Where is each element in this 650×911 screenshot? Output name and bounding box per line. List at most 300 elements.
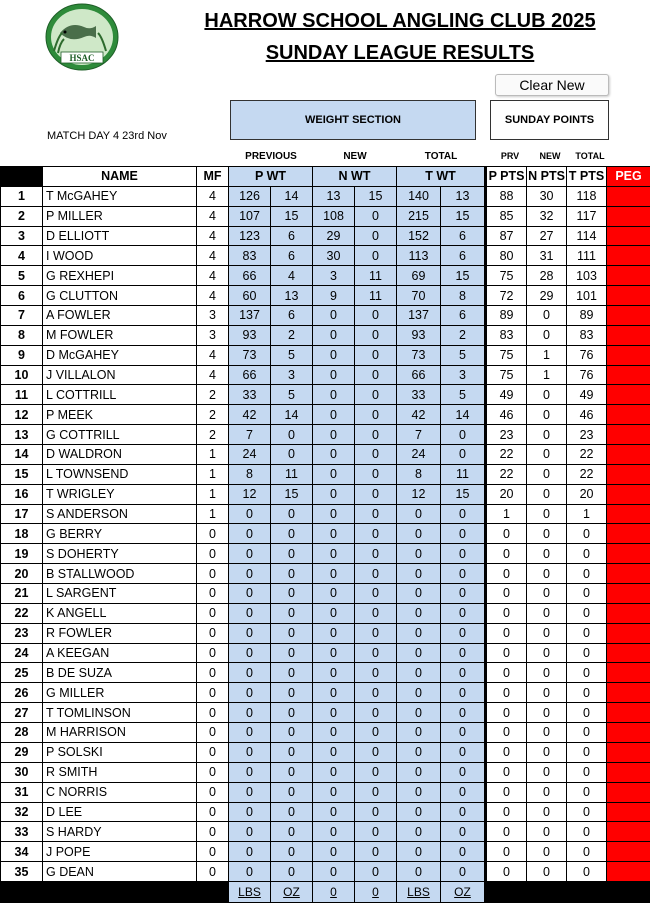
t-pts-cell: 0 xyxy=(567,623,607,643)
table-row xyxy=(1,325,650,345)
n-lbs-cell: 0 xyxy=(313,762,355,782)
t-lbs-cell: 152 xyxy=(397,226,441,246)
pos-cell: 12 xyxy=(1,405,43,425)
n-pts-cell: 27 xyxy=(527,226,567,246)
table-row xyxy=(1,425,650,445)
t-oz-cell: 0 xyxy=(441,623,485,643)
p-pts-cell: 0 xyxy=(487,683,527,703)
t-lbs-cell: 0 xyxy=(397,544,441,564)
p-lbs-cell: 0 xyxy=(229,544,271,564)
p-oz-cell: 6 xyxy=(271,226,313,246)
mf-cell: 0 xyxy=(197,742,229,762)
p-oz-cell: 0 xyxy=(271,564,313,584)
p-lbs-cell: 0 xyxy=(229,524,271,544)
footer-p-lbs: LBS xyxy=(229,881,271,902)
peg-cell xyxy=(607,186,650,206)
t-oz-cell: 15 xyxy=(441,266,485,286)
pos-cell: 3 xyxy=(1,226,43,246)
pos-cell: 15 xyxy=(1,464,43,484)
mf-cell: 1 xyxy=(197,484,229,504)
peg-cell xyxy=(607,464,650,484)
n-pts-cell: 0 xyxy=(527,643,567,663)
pos-cell: 1 xyxy=(1,186,43,206)
pos-header xyxy=(1,167,43,187)
t-pts-cell: 23 xyxy=(567,425,607,445)
t-oz-cell: 0 xyxy=(441,445,485,465)
mf-cell: 0 xyxy=(197,723,229,743)
p-pts-cell: 0 xyxy=(487,603,527,623)
p-lbs-cell: 0 xyxy=(229,802,271,822)
table-row xyxy=(1,385,650,405)
n-oz-cell: 0 xyxy=(355,325,397,345)
n-lbs-cell: 0 xyxy=(313,425,355,445)
n-lbs-cell: 0 xyxy=(313,385,355,405)
mf-cell: 0 xyxy=(197,663,229,683)
n-pts-cell: 1 xyxy=(527,365,567,385)
p-lbs-cell: 0 xyxy=(229,862,271,882)
n-lbs-cell: 0 xyxy=(313,742,355,762)
p-oz-cell: 15 xyxy=(271,484,313,504)
p-oz-cell: 0 xyxy=(271,524,313,544)
t-lbs-cell: 0 xyxy=(397,524,441,544)
n-pts-cell: 0 xyxy=(527,703,567,723)
n-lbs-cell: 0 xyxy=(313,862,355,882)
peg-cell xyxy=(607,584,650,604)
table-row xyxy=(1,782,650,802)
p-lbs-cell: 0 xyxy=(229,623,271,643)
footer-p-oz: OZ xyxy=(271,881,313,902)
t-oz-cell: 0 xyxy=(441,723,485,743)
pos-cell: 22 xyxy=(1,603,43,623)
n-oz-cell: 0 xyxy=(355,723,397,743)
n-lbs-cell: 0 xyxy=(313,782,355,802)
pos-cell: 14 xyxy=(1,445,43,465)
p-oz-cell: 3 xyxy=(271,365,313,385)
pos-cell: 18 xyxy=(1,524,43,544)
p-lbs-cell: 93 xyxy=(229,325,271,345)
p-oz-cell: 0 xyxy=(271,842,313,862)
p-lbs-cell: 0 xyxy=(229,842,271,862)
footer-t-oz: OZ xyxy=(441,881,485,902)
n-oz-cell: 0 xyxy=(355,504,397,524)
p-oz-cell: 5 xyxy=(271,385,313,405)
n-lbs-cell: 9 xyxy=(313,286,355,306)
pos-cell: 13 xyxy=(1,425,43,445)
table-row xyxy=(1,484,650,504)
mf-cell: 0 xyxy=(197,822,229,842)
mf-cell: 0 xyxy=(197,524,229,544)
mf-cell: 0 xyxy=(197,623,229,643)
name-cell: K ANGELL xyxy=(43,603,197,623)
mf-cell: 4 xyxy=(197,345,229,365)
n-pts-cell: 0 xyxy=(527,584,567,604)
p-pts-cell: 0 xyxy=(487,782,527,802)
mf-header: MF xyxy=(197,167,229,187)
table-row xyxy=(1,544,650,564)
table-row xyxy=(1,643,650,663)
n-pts-cell: 0 xyxy=(527,325,567,345)
t-lbs-cell: 0 xyxy=(397,683,441,703)
peg-cell xyxy=(607,226,650,246)
p-lbs-cell: 7 xyxy=(229,425,271,445)
peg-cell xyxy=(607,286,650,306)
t-pts-cell: 118 xyxy=(567,186,607,206)
pos-cell: 6 xyxy=(1,286,43,306)
t-oz-cell: 0 xyxy=(441,425,485,445)
n-lbs-cell: 30 xyxy=(313,246,355,266)
p-oz-cell: 15 xyxy=(271,206,313,226)
p-pts-cell: 83 xyxy=(487,325,527,345)
p-pts-cell: 1 xyxy=(487,504,527,524)
mf-cell: 0 xyxy=(197,643,229,663)
n-pts-cell: 0 xyxy=(527,623,567,643)
name-header: NAME xyxy=(43,167,197,187)
t-oz-cell: 0 xyxy=(441,782,485,802)
pos-cell: 35 xyxy=(1,862,43,882)
t-oz-cell: 0 xyxy=(441,504,485,524)
n-lbs-cell: 0 xyxy=(313,802,355,822)
name-cell: S ANDERSON xyxy=(43,504,197,524)
n-oz-cell: 0 xyxy=(355,306,397,326)
p-oz-cell: 0 xyxy=(271,445,313,465)
mf-cell: 0 xyxy=(197,584,229,604)
mf-cell: 4 xyxy=(197,365,229,385)
pos-cell: 27 xyxy=(1,703,43,723)
p-pts-cell: 22 xyxy=(487,445,527,465)
t-lbs-cell: 0 xyxy=(397,782,441,802)
n-lbs-cell: 0 xyxy=(313,842,355,862)
pos-cell: 9 xyxy=(1,345,43,365)
p-pts-cell: 0 xyxy=(487,723,527,743)
n-pts-cell: 0 xyxy=(527,484,567,504)
n-oz-cell: 0 xyxy=(355,524,397,544)
p-lbs-cell: 0 xyxy=(229,564,271,584)
p-oz-cell: 0 xyxy=(271,623,313,643)
footer-n-lbs: 0 xyxy=(313,881,355,902)
t-oz-cell: 14 xyxy=(441,405,485,425)
peg-cell xyxy=(607,385,650,405)
t-lbs-cell: 93 xyxy=(397,325,441,345)
n-oz-cell: 15 xyxy=(355,186,397,206)
n-oz-cell: 0 xyxy=(355,683,397,703)
p-oz-cell: 0 xyxy=(271,703,313,723)
p-pts-cell: 87 xyxy=(487,226,527,246)
p-oz-cell: 0 xyxy=(271,663,313,683)
name-cell: C NORRIS xyxy=(43,782,197,802)
table-row xyxy=(1,464,650,484)
p-lbs-cell: 83 xyxy=(229,246,271,266)
peg-cell xyxy=(607,365,650,385)
name-cell: S DOHERTY xyxy=(43,544,197,564)
p-lbs-cell: 123 xyxy=(229,226,271,246)
pos-cell: 21 xyxy=(1,584,43,604)
t-oz-cell: 0 xyxy=(441,822,485,842)
p-oz-cell: 0 xyxy=(271,802,313,822)
mf-cell: 0 xyxy=(197,762,229,782)
n-oz-cell: 0 xyxy=(355,703,397,723)
name-cell: G BERRY xyxy=(43,524,197,544)
p-lbs-cell: 73 xyxy=(229,345,271,365)
t-oz-cell: 5 xyxy=(441,345,485,365)
footer-black-right xyxy=(485,881,650,902)
t-oz-cell: 0 xyxy=(441,802,485,822)
p-pts-cell: 0 xyxy=(487,822,527,842)
mf-cell: 4 xyxy=(197,286,229,306)
t-pts-cell: 76 xyxy=(567,365,607,385)
n-oz-cell: 0 xyxy=(355,584,397,604)
pos-cell: 33 xyxy=(1,822,43,842)
t-pts-cell: 0 xyxy=(567,822,607,842)
n-oz-cell: 0 xyxy=(355,226,397,246)
t-lbs-cell: 137 xyxy=(397,306,441,326)
group-label-previous: PREVIOUS xyxy=(245,151,297,162)
n-pts-cell: 0 xyxy=(527,723,567,743)
p-oz-cell: 14 xyxy=(271,186,313,206)
n-pts-cell: 0 xyxy=(527,464,567,484)
p-oz-cell: 0 xyxy=(271,762,313,782)
p-oz-cell: 4 xyxy=(271,266,313,286)
t-lbs-cell: 70 xyxy=(397,286,441,306)
peg-cell xyxy=(607,266,650,286)
p-lbs-cell: 0 xyxy=(229,584,271,604)
t-oz-cell: 0 xyxy=(441,544,485,564)
t-pts-cell: 22 xyxy=(567,445,607,465)
t-oz-cell: 6 xyxy=(441,226,485,246)
n-lbs-cell: 0 xyxy=(313,663,355,683)
peg-cell xyxy=(607,325,650,345)
p-oz-cell: 13 xyxy=(271,286,313,306)
p-lbs-cell: 0 xyxy=(229,663,271,683)
pos-cell: 11 xyxy=(1,385,43,405)
peg-cell xyxy=(607,504,650,524)
p-lbs-cell: 126 xyxy=(229,186,271,206)
n-lbs-cell: 0 xyxy=(313,703,355,723)
table-row xyxy=(1,345,650,365)
mf-cell: 4 xyxy=(197,266,229,286)
mf-cell: 0 xyxy=(197,862,229,882)
name-cell: D LEE xyxy=(43,802,197,822)
table-row xyxy=(1,445,650,465)
n-lbs-cell: 0 xyxy=(313,524,355,544)
p-lbs-cell: 0 xyxy=(229,762,271,782)
t-oz-cell: 3 xyxy=(441,365,485,385)
pos-cell: 4 xyxy=(1,246,43,266)
pos-cell: 32 xyxy=(1,802,43,822)
peg-cell xyxy=(607,623,650,643)
t-pts-cell: 0 xyxy=(567,842,607,862)
pos-cell: 8 xyxy=(1,325,43,345)
table-row xyxy=(1,504,650,524)
n-oz-cell: 0 xyxy=(355,484,397,504)
peg-cell xyxy=(607,405,650,425)
name-cell: B STALLWOOD xyxy=(43,564,197,584)
p-oz-cell: 0 xyxy=(271,504,313,524)
p-lbs-cell: 0 xyxy=(229,742,271,762)
p-oz-cell: 0 xyxy=(271,603,313,623)
club-logo-icon xyxy=(44,3,120,73)
pos-cell: 16 xyxy=(1,484,43,504)
clear-new-button[interactable]: Clear New xyxy=(495,74,609,96)
n-oz-cell: 0 xyxy=(355,742,397,762)
mf-cell: 0 xyxy=(197,842,229,862)
table-row xyxy=(1,584,650,604)
p-lbs-cell: 0 xyxy=(229,782,271,802)
t-pts-cell: 114 xyxy=(567,226,607,246)
footer-black-cell xyxy=(1,881,229,902)
n-pts-cell: 0 xyxy=(527,762,567,782)
p-pts-cell: 0 xyxy=(487,862,527,882)
t-pts-cell: 0 xyxy=(567,782,607,802)
mf-cell: 0 xyxy=(197,802,229,822)
t-pts-cell: 76 xyxy=(567,345,607,365)
p-pts-cell: 49 xyxy=(487,385,527,405)
n-oz-cell: 0 xyxy=(355,862,397,882)
n-lbs-cell: 0 xyxy=(313,345,355,365)
n-oz-cell: 0 xyxy=(355,663,397,683)
t-lbs-cell: 7 xyxy=(397,425,441,445)
p-oz-cell: 0 xyxy=(271,544,313,564)
p-oz-cell: 5 xyxy=(271,345,313,365)
n-oz-cell: 0 xyxy=(355,405,397,425)
peg-cell xyxy=(607,742,650,762)
peg-cell xyxy=(607,564,650,584)
p-pts-cell: 22 xyxy=(487,464,527,484)
n-oz-cell: 0 xyxy=(355,564,397,584)
ppts-header: P PTS xyxy=(487,167,527,187)
n-pts-cell: 0 xyxy=(527,663,567,683)
table-row xyxy=(1,683,650,703)
p-oz-cell: 2 xyxy=(271,325,313,345)
n-pts-cell: 0 xyxy=(527,742,567,762)
peg-cell xyxy=(607,246,650,266)
name-cell: A KEEGAN xyxy=(43,643,197,663)
pos-cell: 30 xyxy=(1,762,43,782)
mf-cell: 3 xyxy=(197,325,229,345)
pos-cell: 20 xyxy=(1,564,43,584)
peg-cell xyxy=(607,345,650,365)
p-lbs-cell: 0 xyxy=(229,703,271,723)
p-pts-cell: 0 xyxy=(487,643,527,663)
p-oz-cell: 0 xyxy=(271,782,313,802)
pos-cell: 34 xyxy=(1,842,43,862)
n-lbs-cell: 108 xyxy=(313,206,355,226)
n-lbs-cell: 0 xyxy=(313,464,355,484)
peg-cell xyxy=(607,425,650,445)
n-lbs-cell: 0 xyxy=(313,405,355,425)
n-lbs-cell: 0 xyxy=(313,325,355,345)
group-label-total: TOTAL xyxy=(424,151,458,162)
n-pts-cell: 30 xyxy=(527,186,567,206)
table-row xyxy=(1,742,650,762)
n-pts-cell: 1 xyxy=(527,345,567,365)
p-lbs-cell: 0 xyxy=(229,643,271,663)
name-cell: P MEEK xyxy=(43,405,197,425)
peg-cell xyxy=(607,862,650,882)
t-pts-cell: 0 xyxy=(567,742,607,762)
p-lbs-cell: 66 xyxy=(229,365,271,385)
t-pts-cell: 89 xyxy=(567,306,607,326)
peg-cell xyxy=(607,762,650,782)
n-lbs-cell: 0 xyxy=(313,445,355,465)
p-pts-cell: 0 xyxy=(487,802,527,822)
t-pts-cell: 0 xyxy=(567,643,607,663)
n-oz-cell: 0 xyxy=(355,464,397,484)
peg-header: PEG xyxy=(607,167,650,187)
mf-cell: 1 xyxy=(197,504,229,524)
pos-cell: 23 xyxy=(1,623,43,643)
peg-cell xyxy=(607,524,650,544)
t-pts-cell: 46 xyxy=(567,405,607,425)
t-oz-cell: 5 xyxy=(441,385,485,405)
t-oz-cell: 11 xyxy=(441,464,485,484)
n-oz-cell: 0 xyxy=(355,425,397,445)
n-lbs-cell: 29 xyxy=(313,226,355,246)
p-lbs-cell: 33 xyxy=(229,385,271,405)
t-oz-cell: 0 xyxy=(441,643,485,663)
p-lbs-cell: 107 xyxy=(229,206,271,226)
mf-cell: 0 xyxy=(197,782,229,802)
t-pts-cell: 101 xyxy=(567,286,607,306)
name-cell: T TOMLINSON xyxy=(43,703,197,723)
t-pts-cell: 0 xyxy=(567,524,607,544)
mf-cell: 1 xyxy=(197,464,229,484)
t-lbs-cell: 66 xyxy=(397,365,441,385)
t-oz-cell: 6 xyxy=(441,246,485,266)
match-day-label: MATCH DAY 4 23rd Nov xyxy=(47,130,167,142)
n-lbs-cell: 0 xyxy=(313,603,355,623)
results-table xyxy=(0,166,650,903)
p-pts-cell: 0 xyxy=(487,842,527,862)
n-oz-cell: 0 xyxy=(355,206,397,226)
name-cell: G REXHEPI xyxy=(43,266,197,286)
p-pts-cell: 0 xyxy=(487,544,527,564)
table-row xyxy=(1,564,650,584)
n-lbs-cell: 13 xyxy=(313,186,355,206)
p-lbs-cell: 0 xyxy=(229,822,271,842)
n-oz-cell: 0 xyxy=(355,445,397,465)
table-row xyxy=(1,723,650,743)
peg-cell xyxy=(607,822,650,842)
table-footer-row xyxy=(1,881,650,902)
name-cell: R SMITH xyxy=(43,762,197,782)
pos-cell: 29 xyxy=(1,742,43,762)
n-lbs-cell: 0 xyxy=(313,683,355,703)
logo-text: HSAC xyxy=(69,53,95,63)
t-lbs-cell: 113 xyxy=(397,246,441,266)
p-lbs-cell: 0 xyxy=(229,723,271,743)
t-lbs-cell: 0 xyxy=(397,842,441,862)
n-lbs-cell: 0 xyxy=(313,564,355,584)
p-oz-cell: 0 xyxy=(271,862,313,882)
mf-cell: 4 xyxy=(197,226,229,246)
n-pts-cell: 0 xyxy=(527,504,567,524)
n-pts-cell: 28 xyxy=(527,266,567,286)
name-cell: G MILLER xyxy=(43,683,197,703)
mf-cell: 0 xyxy=(197,703,229,723)
p-pts-cell: 72 xyxy=(487,286,527,306)
t-lbs-cell: 8 xyxy=(397,464,441,484)
t-oz-cell: 13 xyxy=(441,186,485,206)
p-oz-cell: 0 xyxy=(271,822,313,842)
twt-header: T WT xyxy=(397,167,485,187)
t-oz-cell: 0 xyxy=(441,742,485,762)
peg-cell xyxy=(607,703,650,723)
n-oz-cell: 0 xyxy=(355,544,397,564)
name-cell: L COTTRILL xyxy=(43,385,197,405)
t-oz-cell: 0 xyxy=(441,862,485,882)
t-lbs-cell: 73 xyxy=(397,345,441,365)
table-row xyxy=(1,186,650,206)
